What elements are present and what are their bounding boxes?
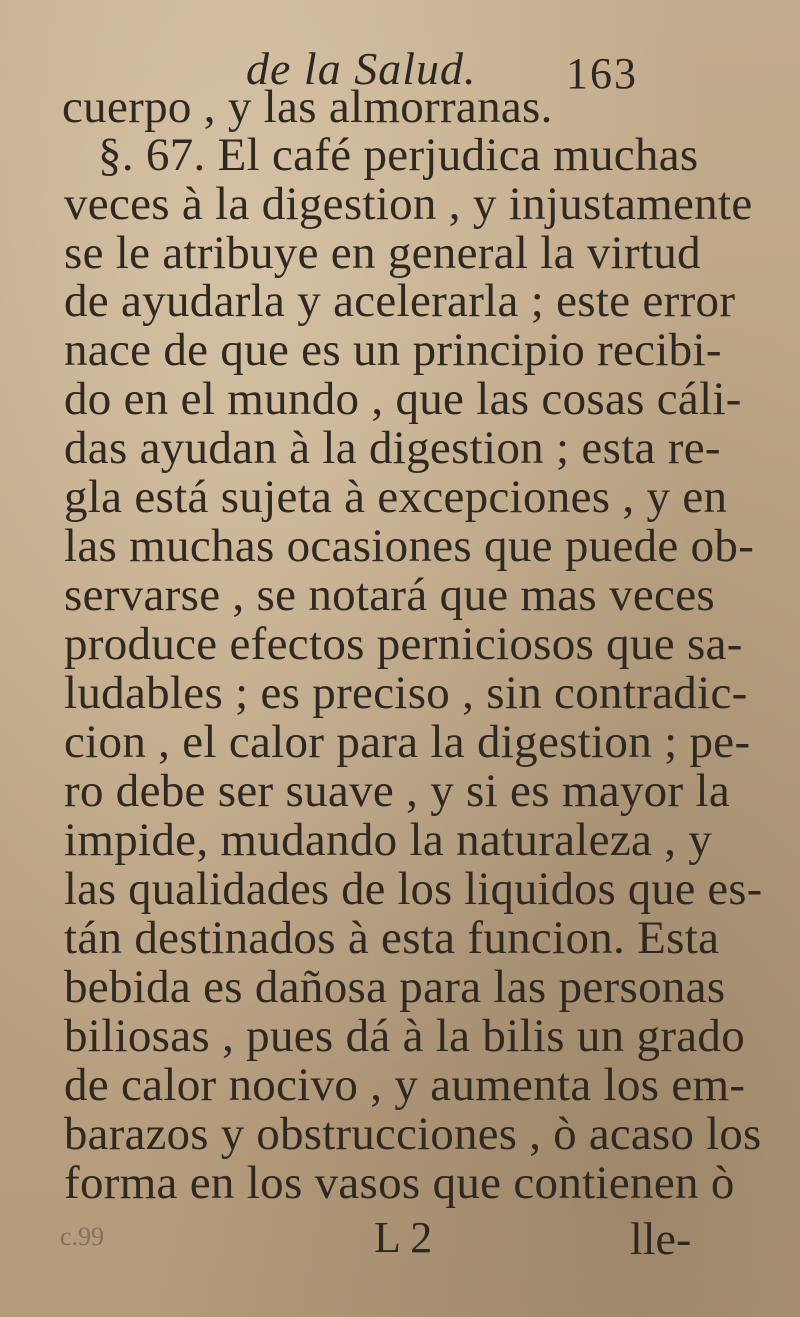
text-line: nace de que es un principio recibi- (64, 324, 722, 376)
text-line: de calor nocivo , y aumenta los em- (64, 1059, 746, 1111)
text-line: biliosas , pues dá à la bilis un grado (64, 1010, 746, 1062)
text-line: las muchas ocasiones que puede ob- (64, 520, 755, 572)
text-line: §. 67. El café perjudica muchas (98, 129, 699, 181)
text-line: das ayudan à la digestion ; esta re- (64, 422, 721, 474)
text-line: se le atribuye en general la virtud (64, 227, 701, 279)
text-line: veces à la digestion , y injustamente (64, 178, 753, 230)
ink-stamp: c.99 (60, 1222, 105, 1251)
running-head: de la Salud. (246, 43, 477, 94)
text-line: gla está sujeta à excepciones , y en (64, 471, 728, 523)
text-line: cion , el calor para la digestion ; pe- (64, 716, 751, 768)
text-line: impide, mudando la naturaleza , y (64, 814, 713, 866)
text-line: ludables ; es preciso , sin contradic- (64, 667, 748, 719)
catchword: lle- (630, 1213, 692, 1264)
text-line: forma en los vasos que contienen ò (64, 1157, 735, 1209)
text-line: do en el mundo , que las cosas cáli- (64, 373, 742, 425)
text-line: las qualidades de los liquidos que es- (64, 863, 763, 915)
text-line: de ayudarla y acelerarla ; este error (64, 275, 736, 327)
text-line: produce efectos perniciosos que sa- (64, 618, 743, 670)
text-line: bebida es dañosa para las personas (64, 961, 726, 1013)
page-footer (0, 1212, 800, 1262)
text-line: servarse , se notará que mas veces (64, 569, 715, 621)
text-line: ro debe ser suave , y si es mayor la (64, 765, 730, 817)
text-line: tán destinados à esta funcion. Esta (64, 912, 720, 964)
page-number: 163 (566, 49, 638, 98)
text-line: barazos y obstrucciones , ò acaso los (64, 1108, 762, 1160)
text-line: cuerpo , y las almorranas. (62, 81, 553, 133)
signature-mark: L 2 (374, 1213, 433, 1262)
